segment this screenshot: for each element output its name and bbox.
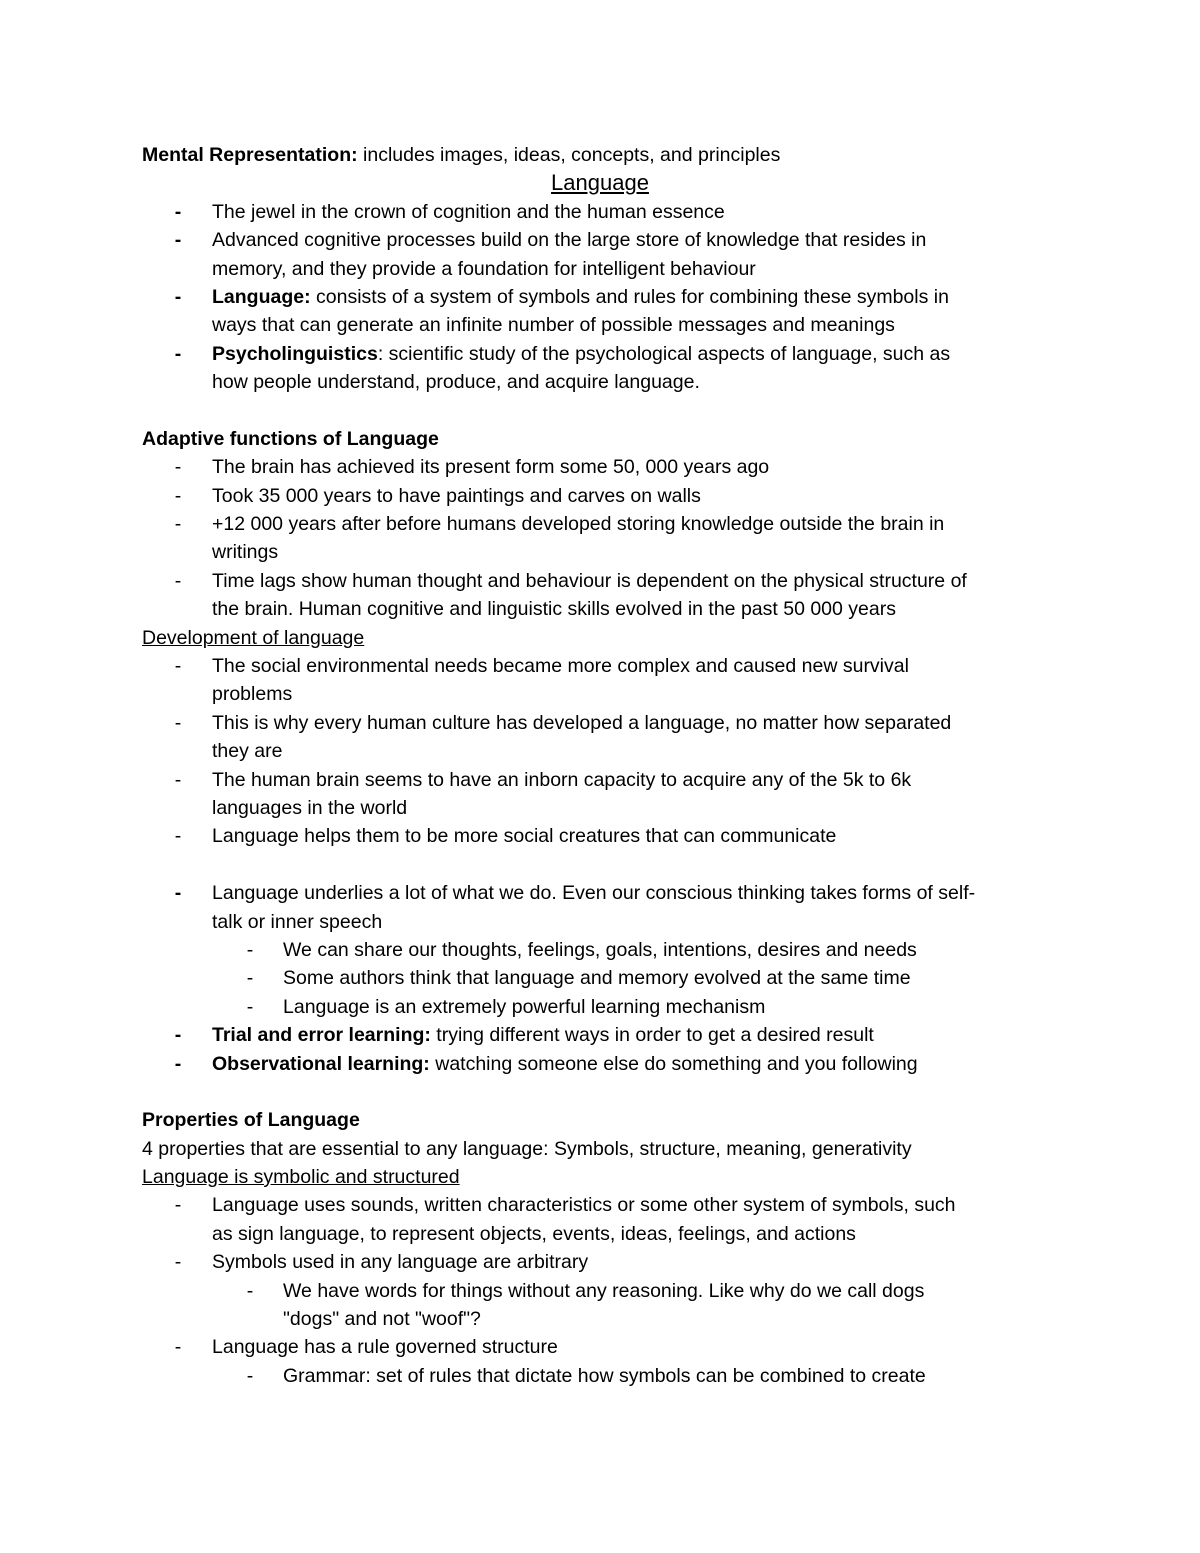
list-item — [0, 822, 1200, 850]
list-item-text — [212, 340, 1080, 368]
list-item-text: memory, and they provide a foundation for intelligent behaviour — [212, 257, 756, 280]
list-item-text: The jewel in the crown of cognition and the human essence — [212, 200, 725, 223]
bullet-marker: - — [174, 655, 182, 678]
list-item — [0, 652, 1200, 680]
list-item — [0, 226, 1200, 254]
list-item — [0, 1050, 1200, 1078]
spacer — [0, 1078, 1200, 1106]
list-item-text: We have words for things without any reasoning. Like why do we call dogs — [283, 1279, 925, 1302]
development-heading-line — [0, 624, 1200, 652]
bullet-marker: - — [174, 484, 182, 507]
properties-intro: 4 properties that are essential to any language: Symbols, structure, meaning, generativity — [142, 1137, 912, 1160]
list-item-text: +12 000 years after before humans developed storing knowledge outside the brain in — [212, 513, 945, 536]
bullet-marker: - — [174, 768, 182, 791]
bullet-marker: - — [174, 1024, 182, 1047]
observational-learning-term: Observational learning: — [212, 1052, 430, 1075]
list-item — [0, 709, 1200, 737]
observational-learning-definition: watching someone else do something and you following — [429, 1052, 918, 1075]
list-item — [0, 1333, 1200, 1361]
sub-list-item — [0, 1277, 1200, 1305]
list-item-text: Grammar: set of rules that dictate how symbols can be combined to create — [283, 1364, 926, 1387]
mental-representation-term: Mental Representation: — [142, 144, 358, 166]
bullet-marker: - — [174, 711, 182, 734]
list-item-text: Took 35 000 years to have paintings and carves on walls — [212, 484, 701, 507]
bullet-marker: - — [246, 938, 254, 961]
mental-representation-line — [0, 141, 1200, 169]
bullet-marker: - — [174, 1251, 182, 1274]
bullet-marker: - — [174, 285, 182, 308]
trial-and-error-definition: trying different ways in order to get a desired result — [430, 1024, 874, 1047]
list-item-text: Time lags show human thought and behaviour is dependent on the physical structure of — [212, 569, 967, 592]
bullet-marker: - — [174, 456, 182, 479]
psycholinguistics-definition: : scientific study of the psychological aspects of language, such as — [377, 342, 951, 365]
bullet-marker: - — [174, 1194, 182, 1217]
list-item — [0, 510, 1200, 538]
bullet-marker: - — [246, 1279, 254, 1302]
bullet-marker: - — [174, 229, 182, 252]
trial-and-error-term: Trial and error learning: — [212, 1024, 431, 1047]
bullet-marker: - — [174, 569, 182, 592]
list-item-text: Language has a rule governed structure — [212, 1336, 558, 1359]
list-item-text: We can share our thoughts, feelings, goals, intentions, desires and needs — [283, 938, 917, 961]
language-heading-line — [0, 169, 1200, 197]
list-item-continuation — [0, 908, 1200, 936]
list-item-continuation — [0, 538, 1200, 566]
list-item-continuation — [0, 794, 1200, 822]
list-item-continuation — [0, 255, 1200, 283]
list-item-continuation — [0, 311, 1200, 339]
properties-intro-line — [0, 1135, 1200, 1163]
list-item-continuation — [0, 368, 1200, 396]
language-term: Language: — [212, 285, 311, 308]
list-item — [0, 283, 1200, 311]
bullet-marker: - — [174, 342, 182, 365]
list-item-text: problems — [212, 683, 293, 706]
list-item-text: "dogs" and not "woof"? — [283, 1308, 481, 1331]
bullet-marker: - — [174, 200, 182, 223]
list-item-continuation — [0, 680, 1200, 708]
bullet-marker: - — [174, 1336, 182, 1359]
list-item — [0, 453, 1200, 481]
spacer — [0, 397, 1200, 425]
adaptive-heading-line — [0, 425, 1200, 453]
list-item-text: ways that can generate an infinite number of possible messages and meanings — [212, 314, 895, 337]
list-item-text: languages in the world — [212, 796, 408, 819]
list-item-text: how people understand, produce, and acquire language. — [212, 371, 700, 394]
list-item-text: The brain has achieved its present form some 50, 000 years ago — [212, 456, 770, 479]
list-item — [0, 340, 1200, 368]
language-definition: consists of a system of symbols and rules for combining these symbols in — [310, 285, 949, 308]
sub-list-item — [0, 1362, 1200, 1390]
language-heading: Language — [551, 170, 649, 196]
properties-heading-line — [0, 1106, 1200, 1134]
list-item-continuation — [0, 595, 1200, 623]
list-item-text: Advanced cognitive processes build on the large store of knowledge that resides in — [212, 229, 927, 252]
list-item — [0, 482, 1200, 510]
bullet-marker: - — [174, 882, 182, 905]
list-item-text — [212, 283, 1080, 311]
list-item — [0, 1191, 1200, 1219]
list-item-text — [212, 1021, 1080, 1049]
bullet-marker: - — [174, 825, 182, 848]
mental-representation-text: includes images, ideas, concepts, and principles — [357, 144, 781, 166]
list-item-text: talk or inner speech — [212, 910, 383, 933]
spacer — [0, 851, 1200, 879]
list-item-text: writings — [212, 541, 279, 564]
list-item-continuation — [0, 737, 1200, 765]
list-item — [0, 1248, 1200, 1276]
document-page — [0, 141, 1200, 1390]
psycholinguistics-term: Psycholinguistics — [212, 342, 378, 365]
list-item — [0, 879, 1200, 907]
adaptive-heading: Adaptive functions of Language — [142, 427, 439, 450]
properties-heading: Properties of Language — [142, 1109, 360, 1132]
list-item-text: The human brain seems to have an inborn capacity to acquire any of the 5k to 6k — [212, 768, 912, 791]
list-item — [0, 766, 1200, 794]
list-item-text: Language underlies a lot of what we do. Even our conscious thinking takes forms of self- — [212, 882, 976, 905]
symbolic-structured-heading: Language is symbolic and structured — [142, 1166, 460, 1189]
list-item-text: Some authors think that language and memory evolved at the same time — [283, 967, 911, 990]
sub-list-item — [0, 964, 1200, 992]
bullet-marker: - — [246, 1364, 254, 1387]
list-item-text: the brain. Human cognitive and linguistic skills evolved in the past 50 000 years — [212, 598, 896, 621]
list-item-text — [212, 1050, 1080, 1078]
list-item — [0, 1021, 1200, 1049]
list-item-text: Language uses sounds, written characteristics or some other system of symbols, such — [212, 1194, 956, 1217]
list-item-text: Language is an extremely powerful learning mechanism — [283, 995, 766, 1018]
list-item-text: as sign language, to represent objects, events, ideas, feelings, and actions — [212, 1222, 856, 1245]
bullet-marker: - — [246, 967, 254, 990]
bullet-marker: - — [174, 513, 182, 536]
list-item-text: Symbols used in any language are arbitrary — [212, 1251, 589, 1274]
sub-list-item-continuation — [0, 1305, 1200, 1333]
list-item-text: This is why every human culture has developed a language, no matter how separated — [212, 711, 952, 734]
list-item-continuation — [0, 1220, 1200, 1248]
bullet-marker: - — [174, 1052, 182, 1075]
list-item-text: Language helps them to be more social creatures that can communicate — [212, 825, 837, 848]
bullet-marker: - — [246, 995, 254, 1018]
list-item — [0, 567, 1200, 595]
symbolic-structured-heading-line — [0, 1163, 1200, 1191]
sub-list-item — [0, 936, 1200, 964]
list-item-text: The social environmental needs became more complex and caused new survival — [212, 655, 909, 678]
sub-list-item — [0, 993, 1200, 1021]
development-heading: Development of language — [142, 626, 365, 649]
list-item-text: they are — [212, 740, 283, 763]
list-item — [0, 198, 1200, 226]
